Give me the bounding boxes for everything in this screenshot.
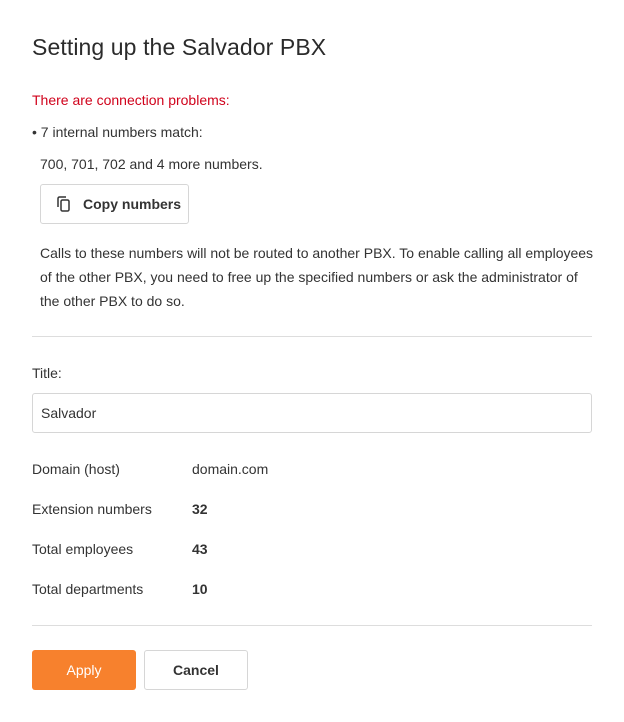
copy-icon <box>55 195 73 213</box>
extension-numbers-value: 32 <box>192 501 208 517</box>
title-field-label: Title: <box>32 365 62 381</box>
page-title: Setting up the Salvador PBX <box>32 34 327 60</box>
info-row-total-departments <box>32 581 208 597</box>
copy-numbers-button[interactable] <box>40 184 189 224</box>
domain-label: Domain (host) <box>32 461 120 477</box>
info-row-domain <box>32 461 268 477</box>
divider <box>32 625 592 626</box>
connection-error-message: There are connection problems: <box>32 92 230 108</box>
domain-value: domain.com <box>192 461 269 477</box>
copy-numbers-label: Copy numbers <box>83 196 182 212</box>
extension-numbers-label: Extension numbers <box>32 501 152 517</box>
apply-button[interactable]: Apply <box>32 650 136 690</box>
total-departments-value: 10 <box>192 581 208 597</box>
info-row-extension-numbers <box>32 501 208 517</box>
title-input[interactable] <box>32 393 592 433</box>
divider <box>32 336 592 337</box>
total-employees-value: 43 <box>192 541 208 557</box>
total-employees-label: Total employees <box>32 541 134 557</box>
total-departments-label: Total departments <box>32 581 144 597</box>
routing-description: Calls to these numbers will not be routed to another PBX. To enable calling all employees of the other PBX, you need to free up the specified numbers or ask the administrator of the other PBX to do so. <box>40 245 594 309</box>
matching-numbers-bullet: • 7 internal numbers match: <box>32 124 203 140</box>
info-row-total-employees <box>32 541 208 557</box>
matching-numbers-list: 700, 701, 702 and 4 more numbers. <box>40 156 263 172</box>
cancel-button[interactable]: Cancel <box>144 650 248 690</box>
